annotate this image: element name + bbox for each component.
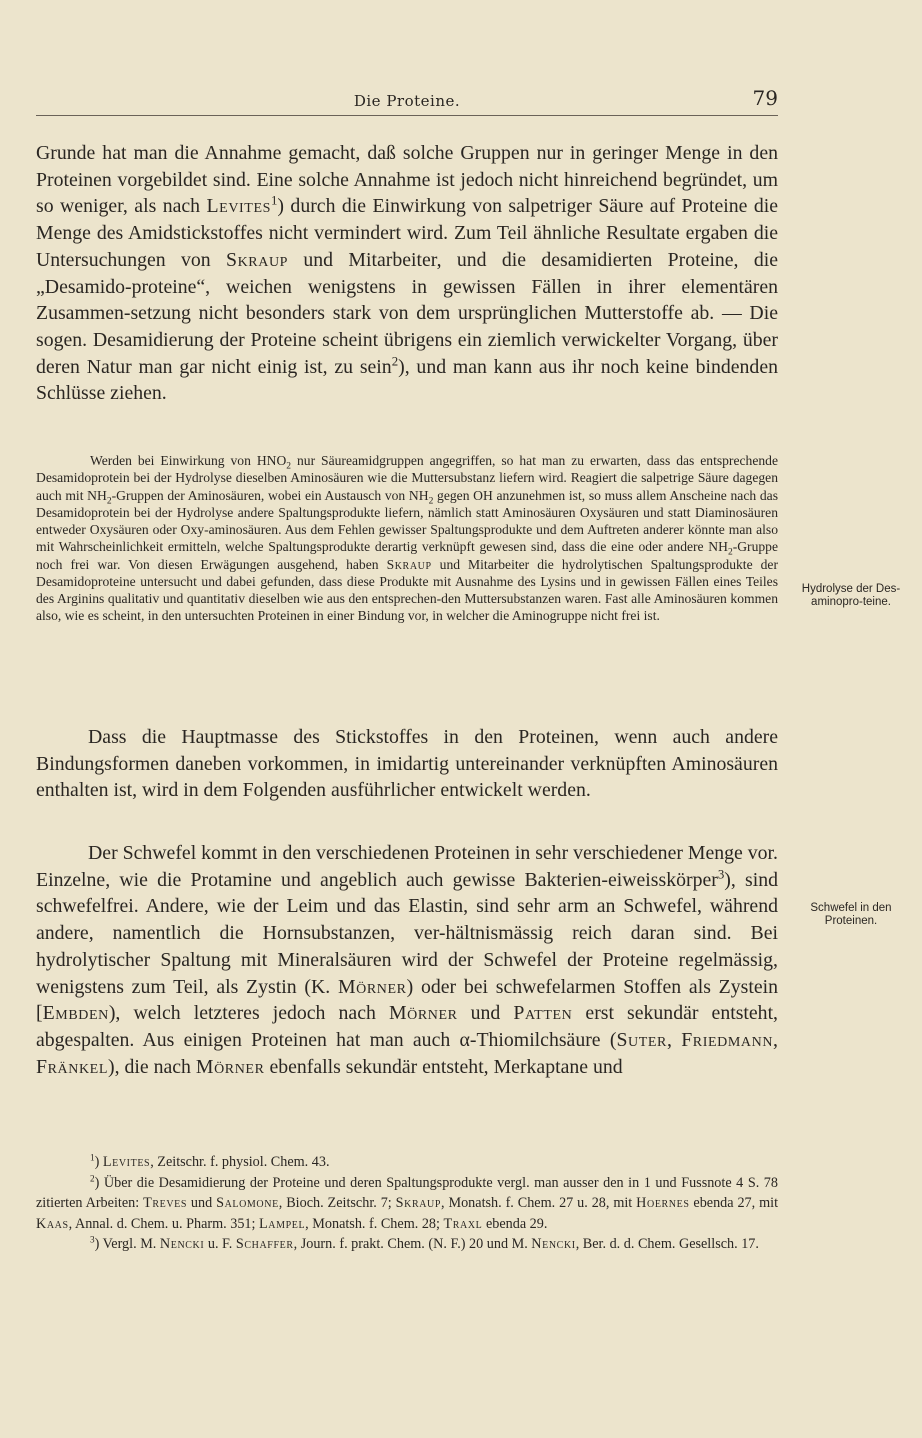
author-name: Nencki (159, 1236, 205, 1252)
text-run: und Mitarbeiter die hydrolytischen Spaltungsprodukte der Desamidoproteine untersucht und dabei gefunden, dass diese Produkte mit Ausnahme des Lysins und in gewissen Fällen eines Teiles des Arginins qualitativ und quantitativ dieselben wie aus den entsprechen-den Muttersubstanzen waren. Fast alle Aminosäuren kommen also, wie es scheint, in den untersuchten Proteinen in einer Bindung vor, in welcher die Aminogruppe nicht frei ist. (36, 556, 778, 624)
margin-note-schwefel: Schwefel in den Proteinen. (810, 902, 892, 927)
paragraph-desamidierung (36, 140, 778, 407)
footnote-ref: 1 (270, 193, 278, 208)
paragraph-stickstoff (36, 724, 778, 804)
header-rule (36, 115, 778, 116)
text-run: ), und man kann aus ihr noch keine bindenden Schlüsse ziehen. (36, 355, 778, 405)
text-run: ), die nach (107, 1055, 196, 1078)
text-run: gegen OH anzunehmen ist, so muss allem Anscheine nach das Desamidoprotein bei der Hydrolyse andere Spaltungsprodukte liefern, nämlich statt Aminosäuren Oxysäuren und statt Diaminosäuren entweder Oxysäuren oder Oxy-aminosäuren. Aus dem Fehlen gewisser Spaltungsprodukte und dem Auftreten anderer könnte man also mit Wahrscheinlichkeit ermitteln, welche Spaltungsprodukte derartig verknüpft gewesen sind, dass die eine oder andere NH (36, 487, 778, 555)
author-name: Levites (206, 195, 271, 218)
text-run: Grunde hat man die Annahme gemacht, daß solche Gruppen nur in geringer Menge in den Proteinen vorgebildet sind. Eine solche Annahme ist jedoch nicht hinreichend begründet, um so weniger, als nach (36, 142, 778, 218)
subscript: 2 (106, 496, 112, 507)
footnote-2 (36, 1173, 778, 1235)
margin-note-hydrolyse: Hydrolyse der Des-aminopro-teine. (801, 583, 901, 608)
text-run: , Monatsh. f. Chem. 27 u. 28, mit (441, 1195, 637, 1211)
text-run: , (773, 1028, 778, 1051)
author-name: Hoernes (636, 1195, 690, 1211)
author-name: Skraup (225, 248, 289, 271)
small-print-text (36, 452, 778, 625)
text-run: , (667, 1028, 682, 1051)
subscript: 2 (428, 496, 434, 507)
paragraph-text (36, 140, 778, 407)
text-run: ) Vergl. M. (94, 1236, 160, 1252)
text-run: nur Säureamidgruppen angegriffen, so hat man zu erwarten, dass das entsprechende Desamidoprotein bei der Hydrolyse dieselben Aminosäuren wie die Muttersubstanz liefern wird. Reagiert die salpetrige Säure dagegen auch mit NH (36, 453, 778, 503)
text-run: ebenda 27, mit (689, 1195, 779, 1211)
text-run: , Monatsh. f. Chem. 28; (305, 1215, 444, 1232)
author-name: Mörner (337, 975, 407, 998)
paragraph-text: Dass die Hauptmasse des Stickstoffes in den Proteinen, wenn auch andere Bindungsformen daneben vorkommen, in imidartig untereinander verknüpften Aminosäuren enthalten ist, wird in dem Folgenden ausführlicher entwickelt werden. (36, 726, 778, 802)
text-run: , Journ. f. prakt. Chem. (N. F.) 20 und M. (293, 1236, 532, 1252)
text-run: ) durch die Einwirkung von salpetriger Säure auf Proteine die Menge des Amidstickstoffes nicht vermindert wird. Zum Teil ähnliche Resultate ergaben die Untersuchungen von (36, 195, 778, 271)
text-run: , Ber. d. d. Chem. Gesellsch. 17. (575, 1236, 759, 1252)
author-name: Fränkel (36, 1055, 108, 1078)
text-run: ) Über die Desamidierung der Proteine und deren Spaltungsprodukte vergl. man ausser den in 1 und Fussnote 4 S. 78 zitierten Arbeiten: (36, 1174, 778, 1211)
footnote-mark: 2 (90, 1172, 95, 1183)
author-name: Skraup (395, 1195, 442, 1211)
footnotes (36, 1152, 778, 1255)
footnote-3 (36, 1234, 778, 1255)
text-run: -Gruppe noch frei war. Von diesen Erwägungen ausgehend, haben (36, 539, 778, 572)
author-name: Salomone (216, 1195, 279, 1211)
footnote-1: $^1$) Levites, Zeitschr. f. physiol. Chem. 43. (90, 1152, 330, 1170)
text-run: ebenda 29. (482, 1215, 548, 1232)
author-name: Friedmann (681, 1028, 774, 1051)
small-print-paragraph (36, 452, 778, 625)
author-name: Schaffer (235, 1236, 294, 1252)
running-header (36, 86, 778, 116)
text-run: und (457, 1002, 514, 1025)
author-name: Mörner (388, 1002, 458, 1025)
text-run: erst sekundär entsteht, abgespalten. Aus einigen Proteinen hat man auch α-Thiomilchsäure ( (36, 1002, 779, 1051)
text-run: -Gruppen der Aminosäuren, wobei ein Austausch von NH (111, 487, 429, 503)
running-title: Die Proteine. (353, 92, 461, 110)
subscript: 2 (286, 461, 292, 472)
subscript: 2 (727, 547, 733, 558)
author-name: Traxl (443, 1215, 483, 1232)
author-name: Levites (102, 1154, 151, 1170)
text-run: und Mitarbeiter, und die desamidierten Proteine, die „Desamido-proteine“, weichen wenigstens in gewissen Fällen in ihrer elementären Zusammen-setzung nicht besonders stark von dem ursprünglichen Mutterstoffe ab. — Die sogen. Desamidierung der Proteine scheint übrigens ein ziemlich verwickelter Vorgang, über deren Natur man gar nicht einig ist, zu sein (36, 248, 778, 378)
footnote-ref: 2 (391, 354, 399, 369)
footnote-mark: 3 (90, 1234, 95, 1245)
author-name: Nencki (531, 1236, 576, 1252)
text-run: ) oder bei schwefelarmen Stoffen als Zystein [ (36, 975, 779, 1025)
author-name: Kaas (36, 1215, 69, 1232)
author-name: Suter (616, 1028, 667, 1051)
text-run: Werden bei Einwirkung von HNO (90, 453, 287, 468)
text-run: u. F. (204, 1236, 236, 1252)
author-name: Patten (513, 1002, 573, 1025)
text-run: und (187, 1195, 217, 1211)
text-run: , Zeitschr. f. physiol. Chem. 43. (150, 1154, 330, 1170)
author-name: Treves (143, 1195, 188, 1211)
text-run: , Annal. d. Chem. u. Pharm. 351; (68, 1215, 259, 1232)
text-run: ), welch letzteres jedoch nach (108, 1002, 389, 1025)
footnote-ref: 3 (717, 867, 725, 882)
text-run: ebenfalls sekundär entsteht, Merkaptane und (264, 1055, 623, 1078)
author-name: Embden (42, 1002, 109, 1025)
page-number: 79 (752, 86, 778, 110)
paragraph-schwefel (36, 840, 778, 1080)
author-name: Skraup (386, 556, 432, 572)
text-run: , Bioch. Zeitschr. 7; (278, 1195, 396, 1211)
author-name: Mörner (195, 1055, 265, 1078)
text-run: Der Schwefel kommt in den verschiedenen Proteinen in sehr verschiedener Menge vor. Einzelne, wie die Protamine und angeblich auch gewisse Bakterien-eiweisskörper (36, 842, 778, 891)
footnote-mark: 1 (90, 1152, 95, 1163)
author-name: Lampel (259, 1215, 306, 1232)
text-run: ), sind schwefelfrei. Andere, wie der Leim und das Elastin, sind sehr arm an Schwefel, während andere, namentlich die Hornsubstanzen, ver-hältnismässig reich daran sind. Bei hydrolytischer Spaltung mit Mineralsäuren wird der Schwefel der Proteine regelmässig, wenigstens zum Teil, als Zystin (K. (36, 868, 778, 998)
paragraph-text (36, 840, 778, 1080)
